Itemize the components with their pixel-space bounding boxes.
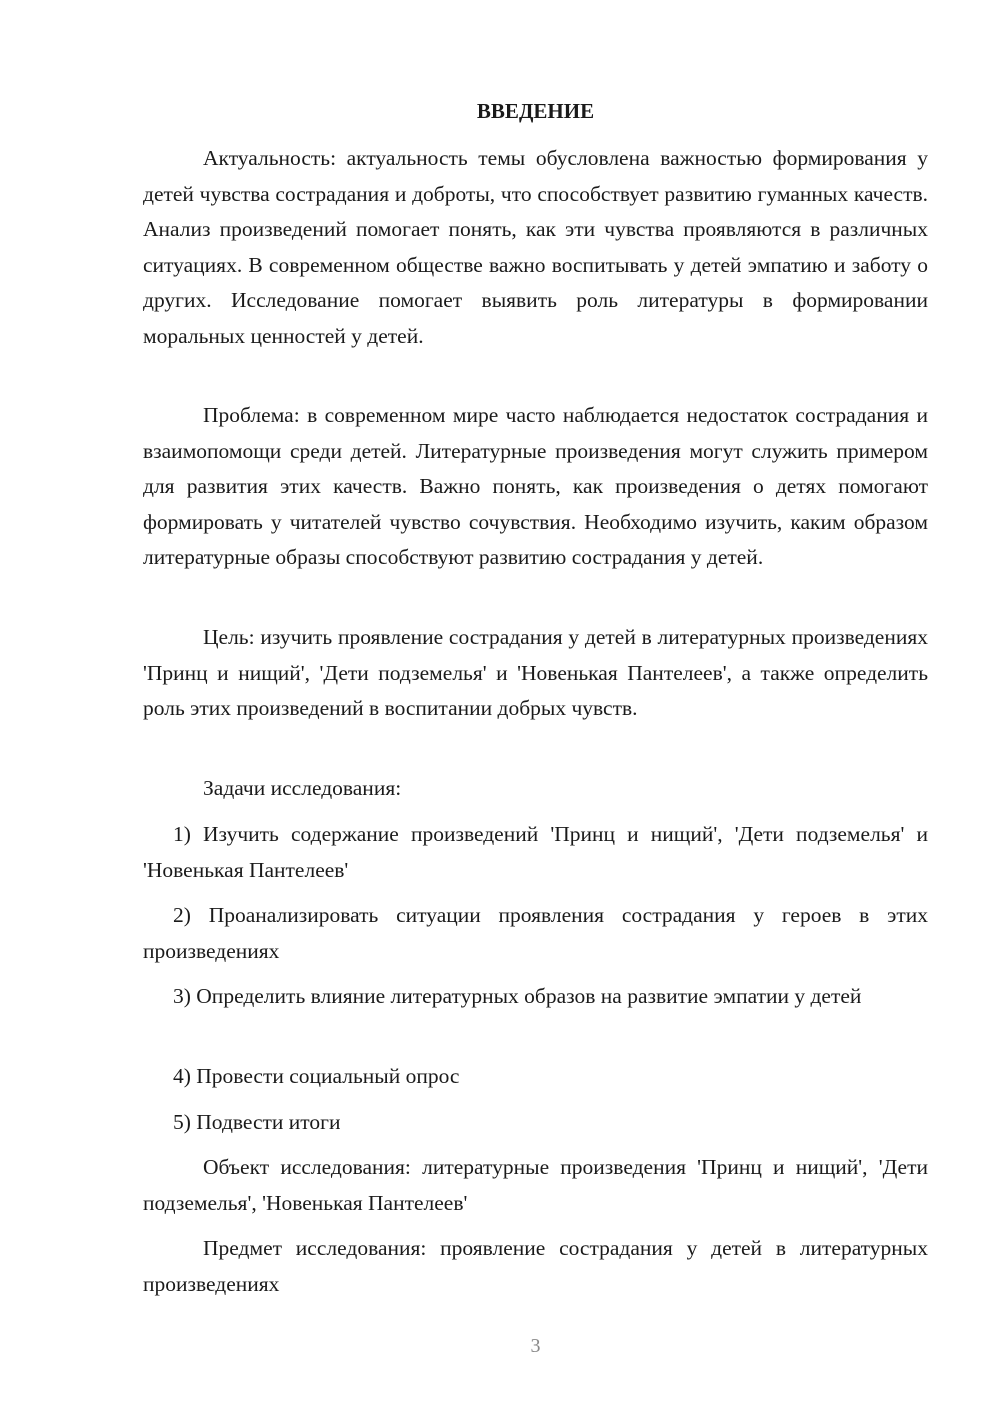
problem-paragraph: Проблема: в современном мире часто наблюдается недостаток сострадания и взаимопомощи среди детей. Литературные произведения могут служить примером для развития этих качеств. Важно понять, как произведения о детях помогают формировать у читателей чувство сочувствия. Необходимо изучить, каким образом литературные образы способствуют развитию сострадания у детей. bbox=[143, 403, 928, 569]
subject-paragraph: Предмет исследования: проявление сострадания у детей в литературных произведениях bbox=[143, 1236, 928, 1296]
goal-paragraph: Цель: изучить проявление сострадания у детей в литературных произведениях 'Принц и нищий', 'Дети подземелья' и 'Новенькая Пантелеев', а также определить роль этих произведений в воспитании добрых чувств. bbox=[143, 625, 928, 720]
relevance-paragraph: Актуальность: актуальность темы обусловлена важностью формирования у детей чувства сострадания и доброты, что способствует развитию гуманных качеств. Анализ произведений помогает понять, как эти чувства проявляются в различных ситуациях. В современном обществе важно воспитывать у детей эмпатию и заботу о других. Исследование помогает выявить роль литературы в формировании моральных ценностей у детей. bbox=[143, 146, 928, 348]
task-item-1: 1) Изучить содержание произведений 'Принц и нищий', 'Дети подземелья' и 'Новенькая Пантелеев' bbox=[143, 822, 928, 882]
section-heading: ВВЕДЕНИЕ bbox=[476, 99, 595, 123]
document-page bbox=[143, 0, 928, 1414]
page-number: 3 bbox=[530, 1335, 541, 1357]
object-paragraph: Объект исследования: литературные произведения 'Принц и нищий', 'Дети подземелья', 'Новенькая Пантелеев' bbox=[143, 1155, 928, 1215]
task-item-4: 4) Провести социальный опрос bbox=[173, 1064, 460, 1088]
tasks-title: Задачи исследования: bbox=[203, 776, 402, 800]
task-item-2: 2) Проанализировать ситуации проявления сострадания у героев в этих произведениях bbox=[143, 903, 928, 963]
task-item-3: 3) Определить влияние литературных образов на развитие эмпатии у детей bbox=[173, 984, 862, 1008]
task-item-5: 5) Подвести итоги bbox=[173, 1110, 341, 1134]
